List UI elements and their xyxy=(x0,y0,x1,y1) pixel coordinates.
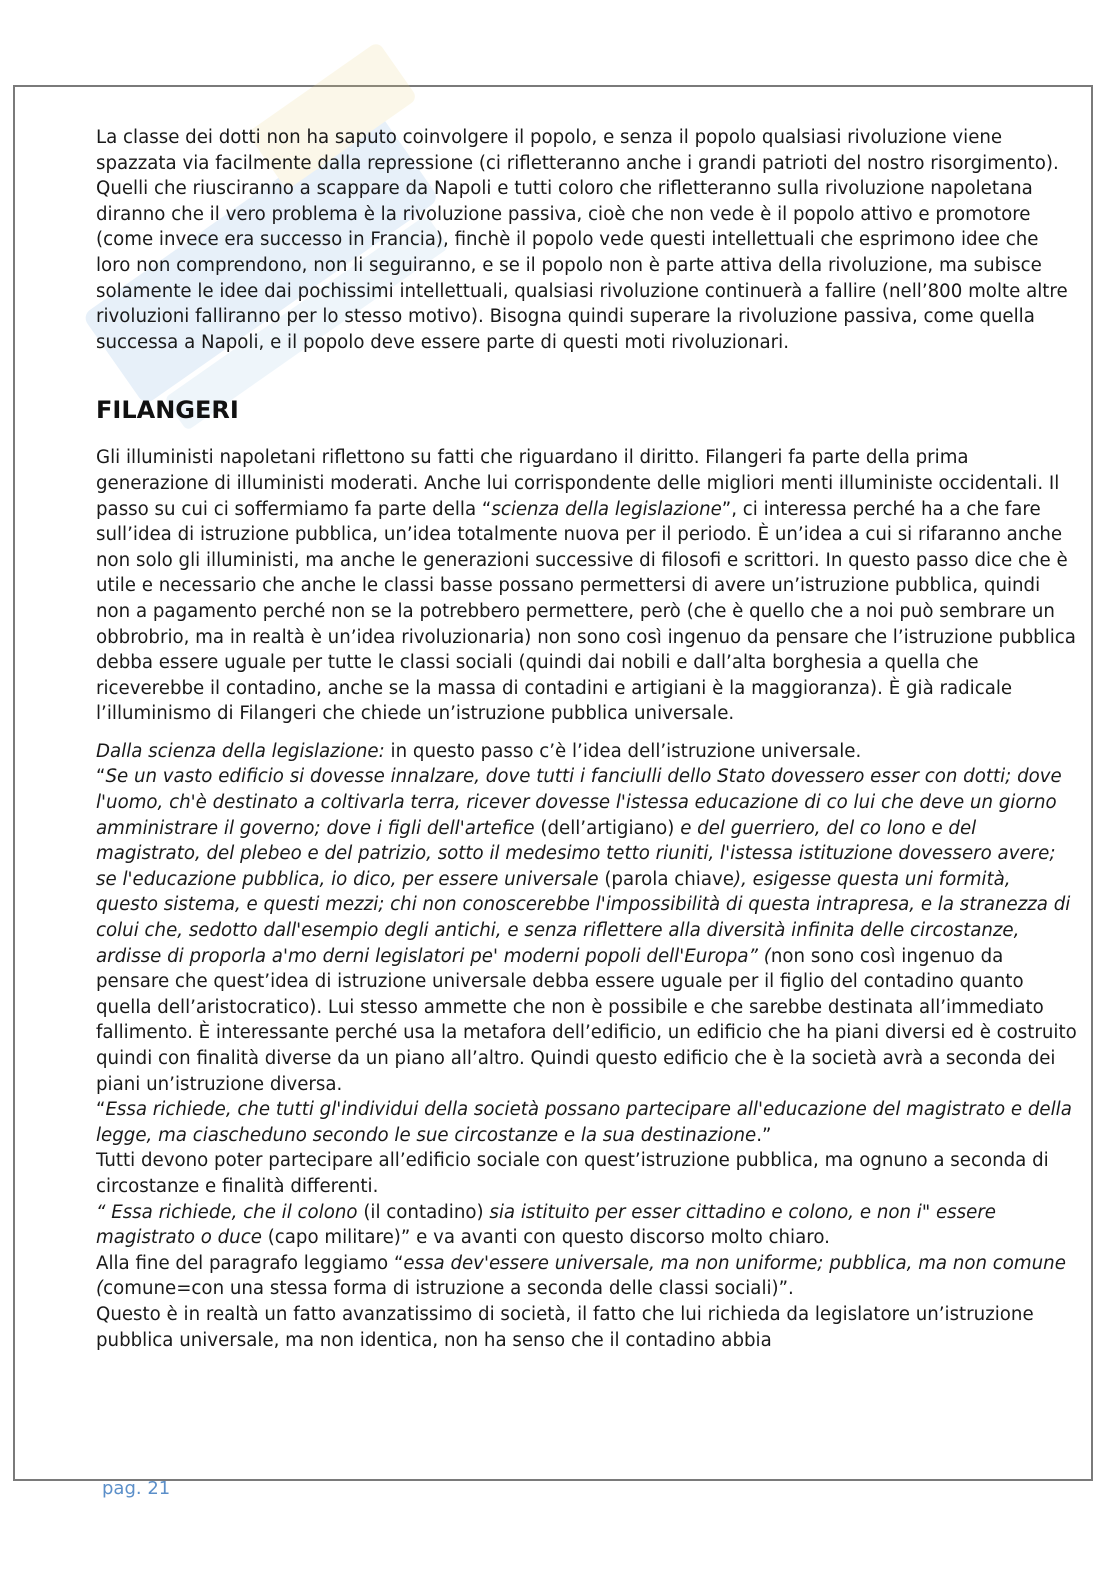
italic-quote: e del guerriero, del co lono e del magistrato, del plebeo e del patrizio, sotto il medesimo tetto riuniti, l'istessa istituzione dovessero avere; se l'educazione pubblica, io dico, per essere universale xyxy=(96,817,1056,890)
text-run: “ xyxy=(96,1099,106,1121)
text-run: (dell’artigiano) xyxy=(534,817,681,839)
text-run: (parola chiave xyxy=(598,868,734,890)
italic-quote: Essa richiede, che tutti gl'individui della società possano partecipare all'educazione del magistrato e della legge, ma ciascheduno secondo le sue circostanze e la sua destinazione xyxy=(96,1099,1072,1146)
italic-quote: ), esigesse questa uni formità, questo sistema, e questi mezzi; chi non conoscerebbe l'impossibilità di questa intrapresa, e la stranezza di colui che, sedotto dall'esempio degli antichi, e senza riflettere alla diversità infinita delle circostanze, ardisse di proporla a'mo derni legislatori pe' moderni popoli dell'Europa” ( xyxy=(96,868,1071,967)
text-run: (il contadino) xyxy=(357,1201,490,1223)
section-heading: FILANGERI xyxy=(96,396,239,425)
text-run: (capo militare)” e va avanti con questo discorso molto chiaro. xyxy=(261,1227,830,1249)
text-run: non sono così ingenuo da pensare che quest’idea di istruzione universale debba essere uguale per il figlio del contadino quanto quella dell’aristocratico). Lui stesso ammette che non è possibile e che sarebbe destinata all’immediato fallimento. È interessante perché usa la metafora dell’edificio, un edificio che ha piani diversi ed è costruito quindi con finalità diverse da un piano all’altro. Quindi questo edificio che è la società avrà a seconda dei piani un’istruzione diversa. xyxy=(96,945,1077,1095)
text-run: ”, ci interessa perché ha a che fare sull’idea di istruzione pubblica, un’idea totalmente nuova per il periodo. È un’idea a cui si rifaranno anche non solo gli illuministi, ma anche le generazioni successive di filosofi e scrittori. In questo passo dice che è utile e necessario che anche le classi basse possano permettersi di avere un’istruzione pubblica, quindi non a pagamento perché non se la potrebbero permettere, però (che è quello che a noi può sembrare un obbrobrio, ma in realtà è un’idea rivoluzionaria) non sono così ingenuo da pensare che l’istruzione pubblica debba essere uguale per tutte le classi sociali (quindi dai nobili e dall’alta borghesia a quella che riceverebbe il contadino, anche se la massa di contadini e artigiani è la maggioranza). È già radicale l’illuminismo di Filangeri che chiede un’istruzione pubblica universale. xyxy=(96,498,1076,725)
italic-quote: sia istituito per esser cittadino e colono, e non i" essere magistrato o duce xyxy=(96,1201,996,1249)
filangeri-paragraph xyxy=(96,445,1078,727)
text-run: Questo è in realtà un fatto avanzatissimo di società, il fatto che lui richieda da legislatore un’istruzione pubblica universale, ma non identica, non ha senso che il contadino abbia xyxy=(96,1303,1034,1351)
italic-quote: “ Essa richiede, che il colono xyxy=(96,1201,358,1223)
text-run: Alla fine del paragrafo leggiamo “ xyxy=(96,1252,404,1274)
quotation-paragraph xyxy=(96,739,1078,1353)
italic-title: scienza della legislazione xyxy=(491,498,722,520)
italic-quote: essa dev'essere universale, ma non uniforme; pubblica, ma non comune ( xyxy=(96,1252,1066,1300)
italic-quote: Se un vasto edificio si dovesse innalzare, dove tutti i fanciulli dello Stato dovessero esser con dotti; dove l'uomo, ch'è destinato a coltivarla terra, ricever dovesse l'istessa educazione di co lui che deve un giorno amministrare il governo; dove i figli dell'artefice xyxy=(96,766,1062,839)
text-run: “ xyxy=(96,766,106,788)
italic-run: Dalla scienza della legislazione: xyxy=(96,740,385,762)
text-run: Gli illuministi napoletani riflettono su fatti che riguardano il diritto. Filangeri fa parte della prima generazione di illuministi moderati. Anche lui corrispondente delle migliori menti illuministe occidentali. Il passo su cui ci soffermiamo fa parte della “ xyxy=(96,447,1060,520)
text-run: Tutti devono poter partecipare all’edificio sociale con quest’istruzione pubblica, ma ognuno a seconda di circostanze e finalità differenti. xyxy=(96,1150,1049,1197)
intro-paragraph: La classe dei dotti non ha saputo coinvolgere il popolo, e senza il popolo qualsiasi rivoluzione viene spazzata via facilmente dalla repressione (ci rifletteranno anche i grandi patrioti del nostro risorgimento). Quelli che riusciranno a scappare da Napoli e tutti coloro che rifletteranno sulla rivoluzione napoletana diranno che il vero problema è la rivoluzione passiva, cioè che non vede è il popolo attivo e promotore (come invece era successo in Francia), finchè il popolo vede questi intellettuali che esprimono idee che loro non comprendono, non li seguiranno, e se il popolo non è parte attiva della rivoluzione, ma subisce solamente le idee dai pochissimi intellettuali, qualsiasi rivoluzione continuerà a fallire (nell’800 molte altre rivoluzioni falliranno per lo stesso motivo). Bisogna quindi superare la rivoluzione passiva, come quella successa a Napoli, e il popolo deve essere parte di questi moti rivoluzionari. xyxy=(96,127,1068,353)
page-number: pag. 21 xyxy=(102,1478,171,1499)
text-run: in questo passo c’è l’idea dell’istruzione universale. xyxy=(384,740,862,762)
text-run: .” xyxy=(756,1124,772,1146)
page-content xyxy=(96,125,1078,1353)
text-run: comune=con una stessa forma di istruzione a seconda delle classi sociali)”. xyxy=(103,1278,794,1300)
